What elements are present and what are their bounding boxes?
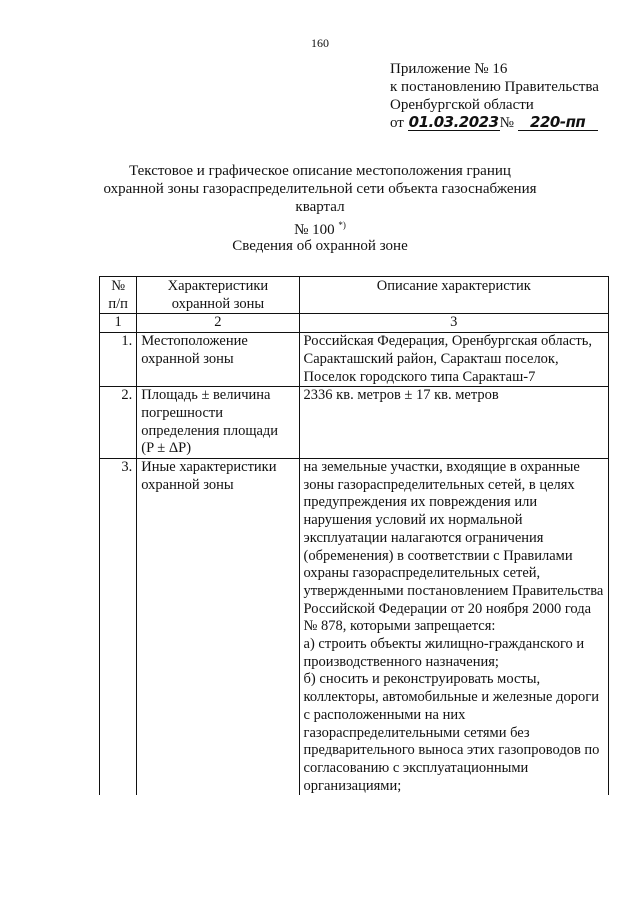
appendix-line-1: Приложение № 16 <box>390 61 508 77</box>
appendix-number: 220-пп <box>518 115 598 131</box>
row-characteristic: Иные характеристики охранной зоны <box>137 459 299 796</box>
row-characteristic: Площадь ± величина погрешности определения площади (P ± ΔP) <box>137 387 299 459</box>
table-row <box>100 459 609 796</box>
column-number-1: 1 <box>100 314 137 333</box>
row-number: 1. <box>100 333 137 387</box>
appendix-prefix: от <box>390 115 404 131</box>
description-item-b: б) сносить и реконструировать мосты, коллекторы, автомобильные и железные дороги с расположенными на них газораспределительными сетями без предварительного выноса этих газопроводов по согласованию с эксплуатационными организациями; <box>303 671 600 794</box>
title-number: № 100 <box>294 222 335 238</box>
header-characteristics: Характеристики охранной зоны <box>137 277 299 314</box>
title-line-1: Текстовое и графическое описание местоположения границ <box>129 163 511 179</box>
header-number: № п/п <box>100 277 137 314</box>
description-item-a: а) строить объекты жилищно-гражданского и производственного назначения; <box>303 636 585 670</box>
appendix-line-4 <box>390 114 630 132</box>
appendix-date: 01.03.2023 <box>408 113 499 131</box>
table-row <box>100 387 609 459</box>
table-column-numbers-row <box>100 314 609 333</box>
table-row <box>100 333 609 387</box>
document-title <box>90 162 550 239</box>
row-description: 2336 кв. метров ± 17 кв. метров <box>299 387 608 459</box>
footnote-mark: *) <box>338 220 346 230</box>
zone-info-table <box>99 276 609 795</box>
row-characteristic: Местоположение охранной зоны <box>137 333 299 387</box>
title-line-2: охранной зоны газораспределительной сети объекта газоснабжения квартал <box>103 181 537 215</box>
page-number: 160 <box>311 36 329 50</box>
header-description: Описание характеристик <box>299 277 608 314</box>
column-number-2: 2 <box>137 314 299 333</box>
title-line-3 <box>90 216 550 239</box>
appendix-line-2: к постановлению Правительства <box>390 79 599 95</box>
section-subtitle: Сведения об охранной зоне <box>232 238 408 254</box>
row-description <box>299 459 608 796</box>
row-number: 2. <box>100 387 137 459</box>
appendix-number-sign: № <box>499 115 514 131</box>
row-description: Российская Федерация, Оренбургская область, Саракташский район, Саракташ поселок, Поселок городского типа Саракташ-7 <box>299 333 608 387</box>
appendix-line-3: Оренбургской области <box>390 97 534 113</box>
appendix-block <box>390 60 630 132</box>
column-number-3: 3 <box>299 314 608 333</box>
table-header-row <box>100 277 609 314</box>
row-number: 3. <box>100 459 137 796</box>
description-main: на земельные участки, входящие в охранные зоны газораспределительных сетей, в целях предупреждения их повреждения или нарушения условий их нормальной эксплуатации налагаются ограничения (обременения) в соответствии с Правилами охраны газораспределительных сетей, утвержденными постановлением Правительства Российской Федерации от 20 ноября 2000 года № 878, которыми запрещается: <box>303 459 604 635</box>
